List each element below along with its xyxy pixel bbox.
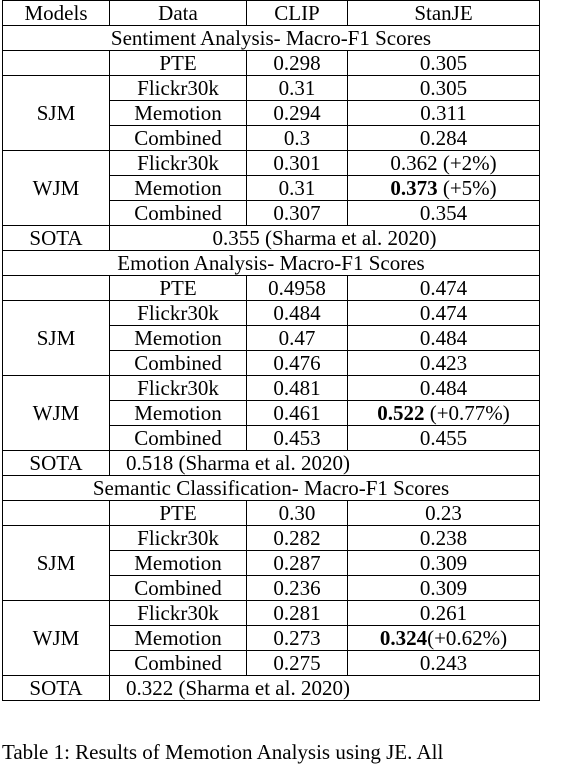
section-title-row xyxy=(3,476,540,501)
stanje-value-text: 0.238 xyxy=(419,526,468,550)
stanje-value-text: 0.455 xyxy=(419,426,468,450)
data-label: Memotion xyxy=(110,401,247,426)
stanje-value-text: 0.309 xyxy=(419,551,468,575)
pte-row xyxy=(3,51,540,76)
data-label: Memotion xyxy=(110,101,247,126)
stanje-value-text: 0.474 xyxy=(419,301,468,325)
stanje-value xyxy=(348,301,540,326)
header-models: Models xyxy=(3,1,110,26)
section-title-row xyxy=(3,26,540,51)
section-title: Emotion Analysis- Macro-F1 Scores xyxy=(3,251,540,276)
data-label: Memotion xyxy=(110,326,247,351)
data-label: Combined xyxy=(110,651,247,676)
section-title: Semantic Classification- Macro-F1 Scores xyxy=(3,476,540,501)
stanje-best-value: 0.373 xyxy=(390,176,438,200)
pte-clip: 0.30 xyxy=(247,501,348,526)
data-label: Flickr30k xyxy=(110,76,247,101)
stanje-value xyxy=(348,101,540,126)
stanje-value-text: 0.311 xyxy=(420,101,467,125)
stanje-value xyxy=(348,426,540,451)
stanje-value xyxy=(348,326,540,351)
stanje-value xyxy=(348,651,540,676)
clip-value: 0.301 xyxy=(247,151,348,176)
clip-value: 0.3 xyxy=(247,126,348,151)
model-cell-empty xyxy=(3,276,110,301)
data-label: Combined xyxy=(110,576,247,601)
pte-row xyxy=(3,501,540,526)
stanje-value-text: 0.423 xyxy=(419,351,468,375)
clip-value: 0.481 xyxy=(247,376,348,401)
stanje-best-value: 0.522 xyxy=(377,401,425,425)
data-label: Memotion xyxy=(110,626,247,651)
clip-value: 0.484 xyxy=(247,301,348,326)
sota-row xyxy=(3,226,540,251)
clip-value: 0.236 xyxy=(247,576,348,601)
stanje-value-text: 0.362 (+2%) xyxy=(390,151,497,175)
clip-value: 0.282 xyxy=(247,526,348,551)
clip-value: 0.47 xyxy=(247,326,348,351)
model-label: SJM xyxy=(3,301,110,376)
stanje-value xyxy=(348,626,540,651)
stanje-value-text: 0.484 xyxy=(419,326,468,350)
data-label: Flickr30k xyxy=(110,151,247,176)
stanje-value xyxy=(348,176,540,201)
data-label: Flickr30k xyxy=(110,301,247,326)
pte-row xyxy=(3,276,540,301)
data-label: Combined xyxy=(110,126,247,151)
sota-label: SOTA xyxy=(3,226,110,251)
stanje-value xyxy=(348,376,540,401)
sota-label: SOTA xyxy=(3,676,110,701)
clip-value: 0.307 xyxy=(247,201,348,226)
stanje-value-text: (+5%) xyxy=(437,176,497,200)
pte-stanje: 0.23 xyxy=(348,501,540,526)
stanje-value xyxy=(348,126,540,151)
sota-row xyxy=(3,451,540,476)
clip-value: 0.275 xyxy=(247,651,348,676)
clip-value: 0.31 xyxy=(247,76,348,101)
data-label: Flickr30k xyxy=(110,376,247,401)
pte-label: PTE xyxy=(110,51,247,76)
pte-label: PTE xyxy=(110,501,247,526)
data-label: Memotion xyxy=(110,176,247,201)
model-label: WJM xyxy=(3,151,110,226)
header-row xyxy=(3,1,540,26)
table-caption: Table 1: Results of Memotion Analysis using JE. All xyxy=(2,740,444,764)
stanje-value-text: 0.305 xyxy=(419,76,468,100)
stanje-value-text: 0.284 xyxy=(419,126,468,150)
model-cell-empty xyxy=(3,51,110,76)
clip-value: 0.476 xyxy=(247,351,348,376)
table-row xyxy=(3,151,540,176)
data-label: Combined xyxy=(110,426,247,451)
sota-value: 0.518 (Sharma et al. 2020) xyxy=(110,451,540,476)
data-label: Flickr30k xyxy=(110,526,247,551)
model-cell-empty xyxy=(3,501,110,526)
stanje-value-text: (+0.77%) xyxy=(424,401,510,425)
table-row xyxy=(3,301,540,326)
stanje-value xyxy=(348,201,540,226)
pte-clip: 0.298 xyxy=(247,51,348,76)
stanje-value xyxy=(348,401,540,426)
stanje-best-value: 0.324 xyxy=(379,626,428,650)
sota-row xyxy=(3,676,540,701)
table-row xyxy=(3,76,540,101)
stanje-value-text: (+0.62%) xyxy=(427,626,508,650)
model-label: WJM xyxy=(3,376,110,451)
stanje-value xyxy=(348,526,540,551)
data-label: Combined xyxy=(110,351,247,376)
stanje-value xyxy=(348,601,540,626)
model-label: WJM xyxy=(3,601,110,676)
pte-clip: 0.4958 xyxy=(247,276,348,301)
model-label: SJM xyxy=(3,76,110,151)
stanje-value xyxy=(348,576,540,601)
clip-value: 0.273 xyxy=(247,626,348,651)
clip-value: 0.294 xyxy=(247,101,348,126)
clip-value: 0.461 xyxy=(247,401,348,426)
data-label: Combined xyxy=(110,201,247,226)
stanje-value xyxy=(348,76,540,101)
stanje-value-text: 0.243 xyxy=(419,651,468,675)
pte-label: PTE xyxy=(110,276,247,301)
model-label: SJM xyxy=(3,526,110,601)
header-stanje: StanJE xyxy=(348,1,540,26)
sota-value: 0.322 (Sharma et al. 2020) xyxy=(110,676,540,701)
pte-stanje: 0.474 xyxy=(348,276,540,301)
section-title-row xyxy=(3,251,540,276)
table-row xyxy=(3,376,540,401)
clip-value: 0.287 xyxy=(247,551,348,576)
section-title: Sentiment Analysis- Macro-F1 Scores xyxy=(3,26,540,51)
stanje-value xyxy=(348,551,540,576)
results-table xyxy=(2,0,540,701)
sota-label: SOTA xyxy=(3,451,110,476)
table-row xyxy=(3,526,540,551)
stanje-value-text: 0.354 xyxy=(419,201,468,225)
header-clip: CLIP xyxy=(247,1,348,26)
stanje-value-text: 0.484 xyxy=(419,376,468,400)
data-label: Flickr30k xyxy=(110,601,247,626)
clip-value: 0.31 xyxy=(247,176,348,201)
data-label: Memotion xyxy=(110,551,247,576)
stanje-value xyxy=(348,351,540,376)
stanje-value xyxy=(348,151,540,176)
table-row xyxy=(3,601,540,626)
pte-stanje: 0.305 xyxy=(348,51,540,76)
header-data: Data xyxy=(110,1,247,26)
stanje-value-text: 0.261 xyxy=(419,601,468,625)
results-table-body xyxy=(3,1,540,701)
clip-value: 0.453 xyxy=(247,426,348,451)
sota-value: 0.355 (Sharma et al. 2020) xyxy=(110,226,540,251)
stanje-value-text: 0.309 xyxy=(419,576,468,600)
clip-value: 0.281 xyxy=(247,601,348,626)
